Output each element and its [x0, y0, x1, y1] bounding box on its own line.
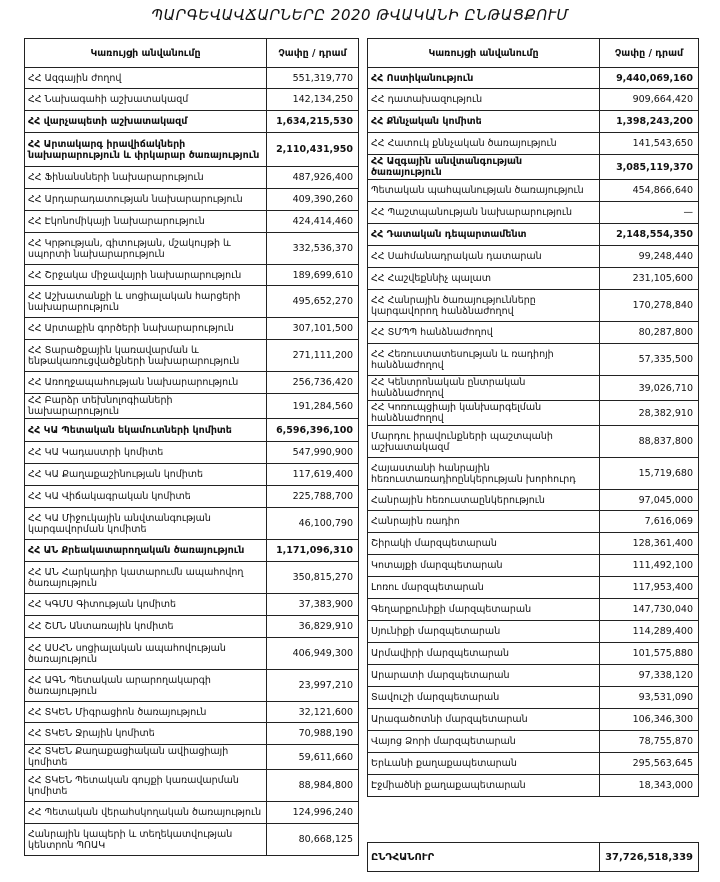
organization-name: Հանրային կապերի և տեղեկատվության կենտրոն ՊՈԱԿ [25, 824, 267, 856]
amount-value: 32,121,600 [267, 702, 359, 723]
amount-value: 93,531,090 [600, 687, 699, 709]
amount-value: 97,338,120 [600, 665, 699, 687]
amount-value: 1,398,243,200 [600, 111, 699, 133]
organization-name: ՀՀ Կրթության, գիտության, մշակույթի և սպորտի նախարարություն [25, 233, 267, 265]
table-row [368, 268, 699, 290]
organization-name: ՀՀ Սահմանադրական դատարան [368, 246, 600, 268]
table-row [368, 376, 699, 401]
table-row [368, 180, 699, 202]
table-row [25, 723, 359, 745]
organization-name: ՀՀ Քննչական կոմիտե [368, 111, 600, 133]
table-row [25, 638, 359, 670]
column-header-amount: Չափը / դրամ [267, 39, 359, 68]
organization-name: ՀՀ ԱՆ Քրեակատարողական ծառայություն [25, 540, 267, 562]
amount-value: 332,536,370 [267, 233, 359, 265]
amount-value: 18,343,000 [600, 775, 699, 797]
organization-name: ՀՀ ՏՄՊՊ հանձնաժողով [368, 322, 600, 344]
table-row [25, 211, 359, 233]
table-row [368, 577, 699, 599]
table-row [368, 111, 699, 133]
organization-name: ՀՀ ԱԳՆ Պետական արարողակարգի ծառայություն [25, 670, 267, 702]
organization-name: ՀՀ Դատական դեպարտամենտ [368, 224, 600, 246]
total-row [368, 843, 699, 872]
organization-name: Սյունիքի մարզպետարան [368, 621, 600, 643]
amount-value: 2,148,554,350 [600, 224, 699, 246]
table-row [25, 670, 359, 702]
amount-value: 141,543,650 [600, 133, 699, 155]
table-row [368, 599, 699, 621]
table-row [25, 824, 359, 856]
amount-value: 59,611,660 [267, 745, 359, 770]
header-row [25, 39, 359, 68]
amount-value: 3,085,119,370 [600, 155, 699, 180]
table-row [25, 540, 359, 562]
table-row [25, 372, 359, 394]
organization-name: Լոռու մարզպետարան [368, 577, 600, 599]
organization-name: ՀՀ Պետական վերահսկողական ծառայություն [25, 802, 267, 824]
organization-name: ՀՀ Նախագահի աշխատակազմ [25, 89, 267, 111]
amount-value: 6,596,396,100 [267, 419, 359, 442]
amount-value: 495,652,270 [267, 286, 359, 318]
amount-value: 128,361,400 [600, 533, 699, 555]
organization-name: Կոտայքի մարզպետարան [368, 555, 600, 577]
amount-value: 111,492,100 [600, 555, 699, 577]
amount-value: 551,319,770 [267, 68, 359, 89]
organization-name: ՀՀ Հանրային ծառայությունները կարգավորող հանձնաժողով [368, 290, 600, 322]
organization-name: ՀՀ ՏԿԵՆ Պետական գույքի կառավարման կոմիտե [25, 770, 267, 802]
amount-value: 78,755,870 [600, 731, 699, 753]
table-row [25, 318, 359, 340]
amount-value: 7,616,069 [600, 511, 699, 533]
organization-name: ՀՀ Առողջապահության նախարարություն [25, 372, 267, 394]
organization-name: ՀՀ Արտաքին գործերի նախարարություն [25, 318, 267, 340]
organization-name: ՀՀ Բարձր տեխնոլոգիաների նախարարություն [25, 394, 267, 419]
organization-name: Արարատի մարզպետարան [368, 665, 600, 687]
table-row [368, 202, 699, 224]
organization-name: ՀՀ ԿԱ Կադաստրի կոմիտե [25, 442, 267, 464]
organization-name: Գեղարքունիքի մարզպետարան [368, 599, 600, 621]
organization-name: ՀՀ Արտակարգ իրավիճակների նախարարություն և փրկարար ծառայություն [25, 133, 267, 167]
amount-value: 101,575,880 [600, 643, 699, 665]
organization-name: ՀՀ Ազգային անվտանգության ծառայություն [368, 155, 600, 180]
amount-value: 39,026,710 [600, 376, 699, 401]
amount-value: 106,346,300 [600, 709, 699, 731]
table-row [368, 533, 699, 555]
table-row [368, 643, 699, 665]
table-row [25, 770, 359, 802]
organization-name: Էջմիածնի քաղաքապետարան [368, 775, 600, 797]
amount-value: 142,134,250 [267, 89, 359, 111]
table-row [25, 464, 359, 486]
amount-value: 231,105,600 [600, 268, 699, 290]
page-title: ՊԱՐԳԵՎԱՎՃԱՐՆԵՐԸ 2020 ԹՎԱԿԱՆԻ ԸՆԹԱՑՔՈՒՄ [151, 6, 569, 24]
organization-name: ՀՀ Հաշվեքննիչ պալատ [368, 268, 600, 290]
table-row [368, 753, 699, 775]
column-header-name: Կառույցի անվանումը [25, 39, 267, 68]
organization-name: Հայաստանի հանրային հեռուստառադիոընկերության խորհուրդ [368, 458, 600, 490]
organization-name: ՀՀ Շրջակա միջավայրի նախարարություն [25, 265, 267, 286]
amount-value: 307,101,500 [267, 318, 359, 340]
table-row [25, 508, 359, 540]
total-amount: 37,726,518,339 [600, 843, 699, 872]
table-row [368, 401, 699, 426]
amount-value: 80,287,800 [600, 322, 699, 344]
amount-value: — [600, 202, 699, 224]
amount-value: 46,100,790 [267, 508, 359, 540]
organization-name: ՀՀ ՏԿԵՆ Ջրային կոմիտե [25, 723, 267, 745]
table-row [25, 419, 359, 442]
amount-value: 124,996,240 [267, 802, 359, 824]
table-row [25, 233, 359, 265]
table-row [25, 167, 359, 189]
table-row [25, 442, 359, 464]
table-row [368, 246, 699, 268]
table-row [368, 133, 699, 155]
total-table [367, 842, 699, 872]
amount-value: 99,248,440 [600, 246, 699, 268]
table-row [368, 68, 699, 89]
amount-value: 147,730,040 [600, 599, 699, 621]
amount-value: 114,289,400 [600, 621, 699, 643]
table-row [25, 89, 359, 111]
table-row [25, 111, 359, 133]
organization-name: ՀՀ ԿԳՄՍ Գիտության կոմիտե [25, 594, 267, 616]
column-header-amount: Չափը / դրամ [600, 39, 699, 68]
amount-value: 454,866,640 [600, 180, 699, 202]
table-row [25, 340, 359, 372]
amount-value: 406,949,300 [267, 638, 359, 670]
organization-name: ՀՀ Արդարադատության նախարարություն [25, 189, 267, 211]
table-row [25, 486, 359, 508]
organization-name: Հանրային ռադիո [368, 511, 600, 533]
organization-name: ՀՀ ԿԱ Միջուկային անվտանգության կարգավորման կոմիտե [25, 508, 267, 540]
amount-value: 189,699,610 [267, 265, 359, 286]
amount-value: 295,563,645 [600, 753, 699, 775]
organization-name: Արմավիրի մարզպետարան [368, 643, 600, 665]
left-table [24, 38, 359, 856]
amount-value: 350,815,270 [267, 562, 359, 594]
organization-name: ՀՀ ԿԱ Պետական եկամուտների կոմիտե [25, 419, 267, 442]
right-table [367, 38, 699, 797]
amount-value: 487,926,400 [267, 167, 359, 189]
table-row [25, 394, 359, 419]
amount-value: 909,664,420 [600, 89, 699, 111]
organization-name: ՀՀ ԿԱ Վիճակագրական կոմիտե [25, 486, 267, 508]
table-row [25, 133, 359, 167]
amount-value: 271,111,200 [267, 340, 359, 372]
amount-value: 2,110,431,950 [267, 133, 359, 167]
table-row [368, 224, 699, 246]
table-row [368, 665, 699, 687]
organization-name: ՀՀ Կոռուպցիայի կանխարգելման հանձնաժողով [368, 401, 600, 426]
amount-value: 15,719,680 [600, 458, 699, 490]
amount-value: 28,382,910 [600, 401, 699, 426]
table-row [368, 89, 699, 111]
organization-name: Արագածոտնի մարզպետարան [368, 709, 600, 731]
amount-value: 57,335,500 [600, 344, 699, 376]
table-row [368, 490, 699, 511]
table-row [368, 709, 699, 731]
table-row [25, 68, 359, 89]
table-row [368, 458, 699, 490]
amount-value: 256,736,420 [267, 372, 359, 394]
table-row [25, 802, 359, 824]
organization-name: Վայոց Ձորի մարզպետարան [368, 731, 600, 753]
column-header-name: Կառույցի անվանումը [368, 39, 600, 68]
amount-value: 409,390,260 [267, 189, 359, 211]
organization-name: ՀՀ Ֆինանսների նախարարություն [25, 167, 267, 189]
organization-name: ՀՀ ԿԱ Քաղաքաշինության կոմիտե [25, 464, 267, 486]
amount-value: 97,045,000 [600, 490, 699, 511]
table-row [368, 775, 699, 797]
amount-value: 1,171,096,310 [267, 540, 359, 562]
organization-name: ՀՀ դատախազություն [368, 89, 600, 111]
total-label: ԸՆԴՀԱՆՈՒՐ [368, 843, 600, 872]
table-row [368, 155, 699, 180]
amount-value: 191,284,560 [267, 394, 359, 419]
organization-name: Երևանի քաղաքապետարան [368, 753, 600, 775]
organization-name: Հանրային հեռուստաընկերություն [368, 490, 600, 511]
right-table-body [368, 68, 699, 797]
amount-value: 225,788,700 [267, 486, 359, 508]
amount-value: 88,984,800 [267, 770, 359, 802]
organization-name: ՀՀ Ազգային ժողով [25, 68, 267, 89]
table-row [25, 616, 359, 638]
organization-name: ՀՀ վարչապետի աշխատակազմ [25, 111, 267, 133]
amount-value: 88,837,800 [600, 426, 699, 458]
table-row [368, 426, 699, 458]
organization-name: ՀՀ ՏԿԵՆ Միգրացիոն ծառայություն [25, 702, 267, 723]
organization-name: ՀՀ Պաշտպանության նախարարություն [368, 202, 600, 224]
organization-name: ՀՀ Կենտրոնական ընտրական հանձնաժողով [368, 376, 600, 401]
header-row [368, 39, 699, 68]
amount-value: 117,953,400 [600, 577, 699, 599]
table-row [368, 511, 699, 533]
organization-name: ՀՀ ԱՍՀՆ սոցիալական ապահովության ծառայություն [25, 638, 267, 670]
organization-name: ՀՀ Ոստիկանություն [368, 68, 600, 89]
organization-name: ՀՀ Հատուկ քննչական ծառայություն [368, 133, 600, 155]
organization-name: ՀՀ Հեռուստատեսության և ռադիոյի հանձնաժողով [368, 344, 600, 376]
organization-name: Պետական պահպանության ծառայություն [368, 180, 600, 202]
amount-value: 1,634,215,530 [267, 111, 359, 133]
left-table-body [25, 68, 359, 856]
table-row [368, 687, 699, 709]
amount-value: 547,990,900 [267, 442, 359, 464]
amount-value: 23,997,210 [267, 670, 359, 702]
amount-value: 117,619,400 [267, 464, 359, 486]
amount-value: 36,829,910 [267, 616, 359, 638]
table-row [25, 745, 359, 770]
organization-name: ՀՀ ՏԿԵՆ Քաղաքացիական ավիացիայի կոմիտե [25, 745, 267, 770]
table-row [368, 322, 699, 344]
table-row [25, 702, 359, 723]
table-row [25, 286, 359, 318]
table-row [368, 621, 699, 643]
organization-name: Տավուշի մարզպետարան [368, 687, 600, 709]
table-row [368, 555, 699, 577]
amount-value: 9,440,069,160 [600, 68, 699, 89]
table-row [368, 731, 699, 753]
table-row [25, 189, 359, 211]
organization-name: ՀՀ ԱՆ Հարկադիր կատարումն ապահովող ծառայություն [25, 562, 267, 594]
amount-value: 70,988,190 [267, 723, 359, 745]
table-row [25, 594, 359, 616]
amount-value: 37,383,900 [267, 594, 359, 616]
organization-name: ՀՀ ՇՄՆ Անտառային կոմիտե [25, 616, 267, 638]
organization-name: ՀՀ Էկոնոմիկայի նախարարություն [25, 211, 267, 233]
table-row [368, 344, 699, 376]
organization-name: ՀՀ Աշխատանքի և սոցիալական հարցերի նախարարություն [25, 286, 267, 318]
organization-name: ՀՀ Տարածքային կառավարման և ենթակառուցվածքների նախարարություն [25, 340, 267, 372]
amount-value: 170,278,840 [600, 290, 699, 322]
organization-name: Մարդու իրավունքների պաշտպանի աշխատակազմ [368, 426, 600, 458]
amount-value: 80,668,125 [267, 824, 359, 856]
table-row [25, 265, 359, 286]
organization-name: Շիրակի մարզպետարան [368, 533, 600, 555]
table-row [368, 290, 699, 322]
table-row [25, 562, 359, 594]
amount-value: 424,414,460 [267, 211, 359, 233]
